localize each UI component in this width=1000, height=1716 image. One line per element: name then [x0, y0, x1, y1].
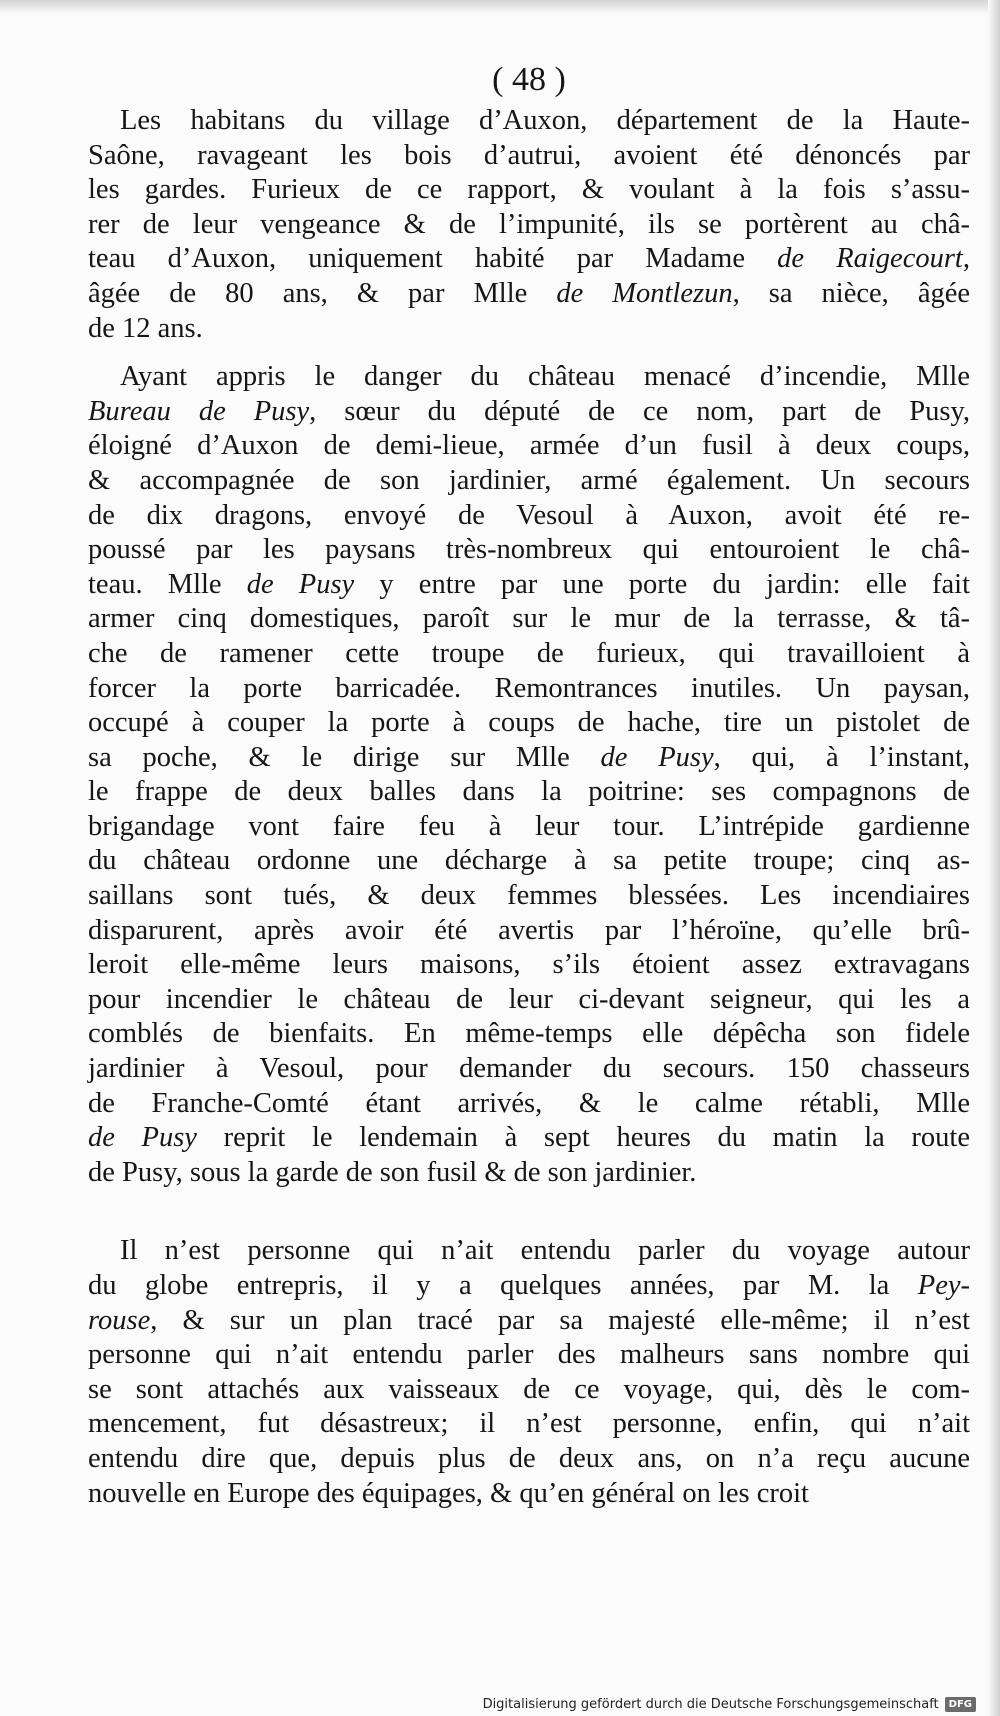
text-line: leroit elle-même leurs maisons, s’ils étoient assez extravagans — [88, 949, 970, 981]
text-line: sa poche, & le dirige sur Mlle de Pusy, qui, à l’instant, — [88, 741, 970, 773]
text-line: Ayant appris le danger du château menacé d’incendie, Mlle — [120, 361, 970, 393]
text-line: forcer la porte barricadée. Remontrances inutiles. Un paysan, — [88, 672, 970, 704]
book-page — [88, 60, 970, 1660]
text-line: che de ramener cette troupe de furieux, qui travailloient à — [88, 637, 970, 669]
text-line: Saône, ravageant les bois d’autrui, avoient été dénoncés par — [88, 139, 970, 171]
text-line: de Franche-Comté étant arrivés, & le calme rétabli, Mlle — [88, 1087, 970, 1119]
text-line: âgée de 80 ans, & par Mlle de Montlezun, sa nièce, âgée — [88, 277, 971, 309]
text-line: poussé par les paysans très-nombreux qui entouroient le châ- — [88, 534, 970, 566]
paragraph-pusy — [88, 360, 970, 1190]
text-line: de Pusy reprit le lendemain à sept heures du matin la route — [88, 1122, 970, 1154]
text-line: saillans sont tués, & deux femmes blessées. Les incendiaires — [88, 880, 970, 912]
text-line: jardinier à Vesoul, pour demander du secours. 150 chasseurs — [88, 1053, 970, 1085]
text-line: se sont attachés aux vaisseaux de ce voyage, qui, dès le com- — [88, 1373, 970, 1405]
text-line: entendu dire que, depuis plus de deux ans, on n’a reçu aucune — [88, 1442, 970, 1474]
text-line: le frappe de deux balles dans la poitrine: ses compagnons de — [88, 776, 970, 808]
page-number: ( 48 ) — [492, 61, 566, 98]
text-line: de 12 ans. — [88, 312, 203, 344]
scan-right-edge — [988, 0, 1000, 1716]
text-line: du globe entrepris, il y a quelques années, par M. la Pey- — [88, 1270, 970, 1301]
text-line: mencement, fut désastreux; il n’est personne, enfin, qui n’ait — [88, 1408, 970, 1440]
paragraph-peyrouse — [88, 1234, 970, 1511]
paragraph-auxon — [88, 104, 970, 346]
footer-credit: Digitalisierung gefördert durch die Deutsche Forschungsgemeinschaft — [482, 1697, 939, 1712]
text-line: armer cinq domestiques, paroît sur le mur de la terrasse, & tâ- — [88, 603, 970, 635]
text-line: Les habitans du village d’Auxon, département de la Haute- — [120, 105, 970, 136]
scan-top-edge — [0, 0, 1000, 14]
digitization-footer — [483, 1697, 976, 1712]
text-line: les gardes. Furieux de ce rapport, & voulant à la fois s’assu- — [88, 174, 970, 206]
section-gap — [88, 1190, 970, 1234]
dfg-logo: DFG — [945, 1697, 976, 1712]
text-line: & accompagnée de son jardinier, armé également. Un secours — [88, 464, 970, 496]
text-line: rer de leur vengeance & de l’impunité, ils se portèrent au châ- — [88, 208, 970, 240]
paragraph-gap — [88, 346, 970, 360]
text-line: Il n’est personne qui n’ait entendu parler du voyage autour — [120, 1235, 970, 1267]
text-line: du château ordonne une décharge à sa petite troupe; cinq as- — [88, 845, 970, 877]
text-line: Bureau de Pusy, sœur du député de ce nom, part de Pusy, — [88, 395, 970, 427]
text-line: brigandage vont faire feu à leur tour. L’intrépide gardienne — [88, 810, 970, 842]
text-line: éloigné d’Auxon de demi-lieue, armée d’un fusil à deux coups, — [88, 430, 970, 462]
text-line: de dix dragons, envoyé de Vesoul à Auxon, avoit été re- — [88, 499, 970, 531]
text-line: personne qui n’ait entendu parler des malheurs sans nombre qui — [88, 1339, 970, 1371]
text-line: nouvelle en Europe des équipages, & qu’en général on les croit — [88, 1477, 809, 1509]
text-line: comblés de bienfaits. En même-temps elle dépêcha son fidele — [88, 1018, 970, 1050]
text-line: teau d’Auxon, uniquement habité par Madame de Raigecourt, — [88, 243, 970, 275]
text-line: pour incendier le château de leur ci-devant seigneur, qui les a — [88, 983, 970, 1015]
text-line: occupé à couper la porte à coups de hache, tire un pistolet de — [88, 707, 970, 739]
text-line: teau. Mlle de Pusy y entre par une porte du jardin: elle fait — [88, 568, 970, 600]
text-line: disparurent, après avoir été avertis par l’héroïne, qu’elle brû- — [88, 914, 970, 946]
text-line: rouse, & sur un plan tracé par sa majesté elle-même; il n’est — [88, 1304, 970, 1336]
text-line: de Pusy, sous la garde de son fusil & de son jardinier. — [88, 1156, 697, 1188]
